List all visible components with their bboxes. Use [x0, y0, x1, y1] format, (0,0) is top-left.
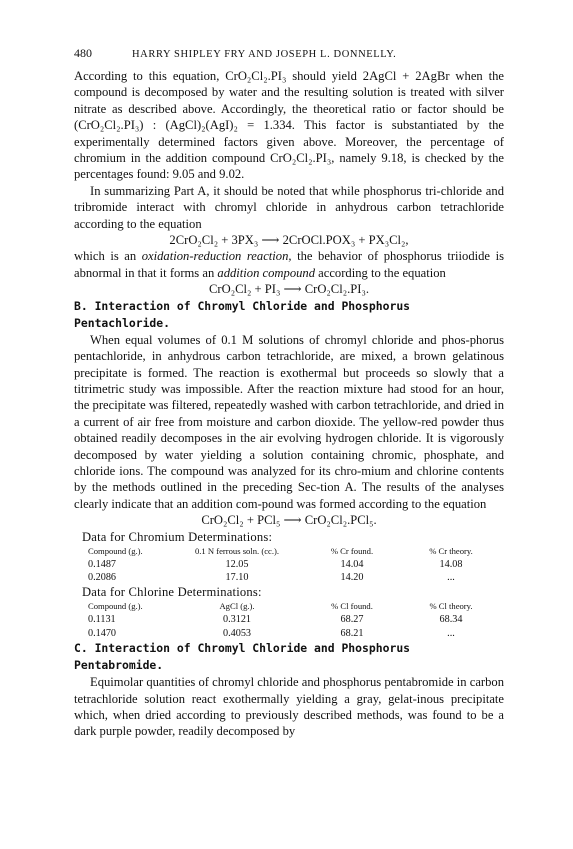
equation-addition-pcl5: CrO₂Cl₂ + PCl₅ ⟶ CrO₂Cl₂.PCl₅.: [201, 513, 377, 528]
paragraph-pentabromide: Equimolar quantities of chromyl chloride and phosphorus pentabromide in carbon tetrachloride solution react exothermally yielding a gray, gelat-inous precipitate which, when dried according to previously described methods, was found to be a dark purple powder, readily decomposed by: [74, 675, 504, 739]
table-row: 0.2086 17.10 14.20 ...: [88, 571, 455, 583]
section-c-heading: C. Interaction of Chromyl Chloride and Phosphorus Pentabromide.: [74, 641, 411, 673]
paragraph-pentachloride: When equal volumes of 0.1 M solutions of chromyl chloride and phos-phorus pentachloride, in anhydrous carbon tetrachloride, are mixed, a brown gelatinous precipitate is formed. The reaction is exothermal but proceeds so slowly that a titrimetric study was impossible. After the reaction mixture had stood for an hour, the precipitate was filtered, repeatedly washed with carbon tetrachloride, and dried in a current of air free from moisture and carbon dioxide. The yellow-red powder thus obtained readily decomposes in the air evolving hydrogen chloride. It is vigorously decomposed by water yielding a solution containing chromic, phosphate, and chloride ions. The compound was analyzed for its chro-mium and chlorine contents by the methods outlined in the preceding Sec-tion A. The results of the analyses clearly indicate that an addition com-pound was formed according to the equation: [74, 332, 504, 511]
table-row: 0.1487 12.05 14.04 14.08: [88, 558, 463, 570]
table-header-row: Compound (g.). AgCl (g.). % Cl found. % Cl theory.: [88, 601, 473, 612]
table-row: 0.1131 0.3121 68.27 68.34: [88, 614, 463, 626]
equation-oxidation-reduction: 2CrO₂Cl₂ + 3PX₃ ⟶ 2CrOCl.POX₃ + PX₃Cl₂,: [169, 233, 409, 248]
table-row: 0.1470 0.4053 68.21 ...: [88, 627, 455, 639]
journal-page: [74, 46, 504, 740]
section-b-heading: B. Interaction of Chromyl Chloride and Phosphorus Pentachloride.: [74, 298, 411, 330]
paragraph-behavior: which is an oxidation-reduction reaction, the behavior of phosphorus triiodide is abnormal in that it forms an addition compound according to the equation: [74, 249, 504, 280]
page-number: 480: [74, 46, 92, 60]
chlorine-table: [88, 600, 498, 640]
term-addition-compound: addition compound: [217, 265, 316, 280]
running-head: HARRY SHIPLEY FRY AND JOSEPH L. DONNELLY.: [132, 49, 397, 60]
paragraph-summary: In summarizing Part A, it should be noted that while phosphorus tri-chloride and tribromide interact with chromyl chloride in anhydrous carbon tetrachloride according to the equation: [74, 183, 504, 231]
term-oxidation-reduction: oxidation-reduction reaction,: [141, 249, 292, 264]
table-header-row: Compound (g.). 0.1 N ferrous soln. (cc.). % Cr found. % Cr theory.: [88, 545, 473, 556]
chromium-table: [88, 545, 498, 585]
equation-addition-pi3: CrO₂Cl₂ + PI₃ ⟶ CrO₂Cl₂.PI₃.: [209, 282, 369, 297]
paragraph-factor: According to this equation, CrO₂Cl₂.PI₃ should yield 2AgCl + 2AgBr when the compound is decomposed by water and the resulting solution is treated with silver nitrate as described above. Accordingly, the theoretical ratio or factor should be (CrO₂Cl₂.PI₃) : (AgCl)₂(AgI)₂ = 1.334. This factor is substantiated by the experimentally determined factors given above. Moreover, the percentage of chromium in the addition compound CrO₂Cl₂.PI₃, namely 9.18, is checked by the percentages found: 9.05 and 9.02.: [74, 69, 504, 182]
chlorine-table-title: Data for Chlorine Determinations:: [82, 585, 262, 600]
chromium-table-title: Data for Chromium Determinations:: [82, 529, 273, 544]
page-header: [74, 46, 504, 68]
